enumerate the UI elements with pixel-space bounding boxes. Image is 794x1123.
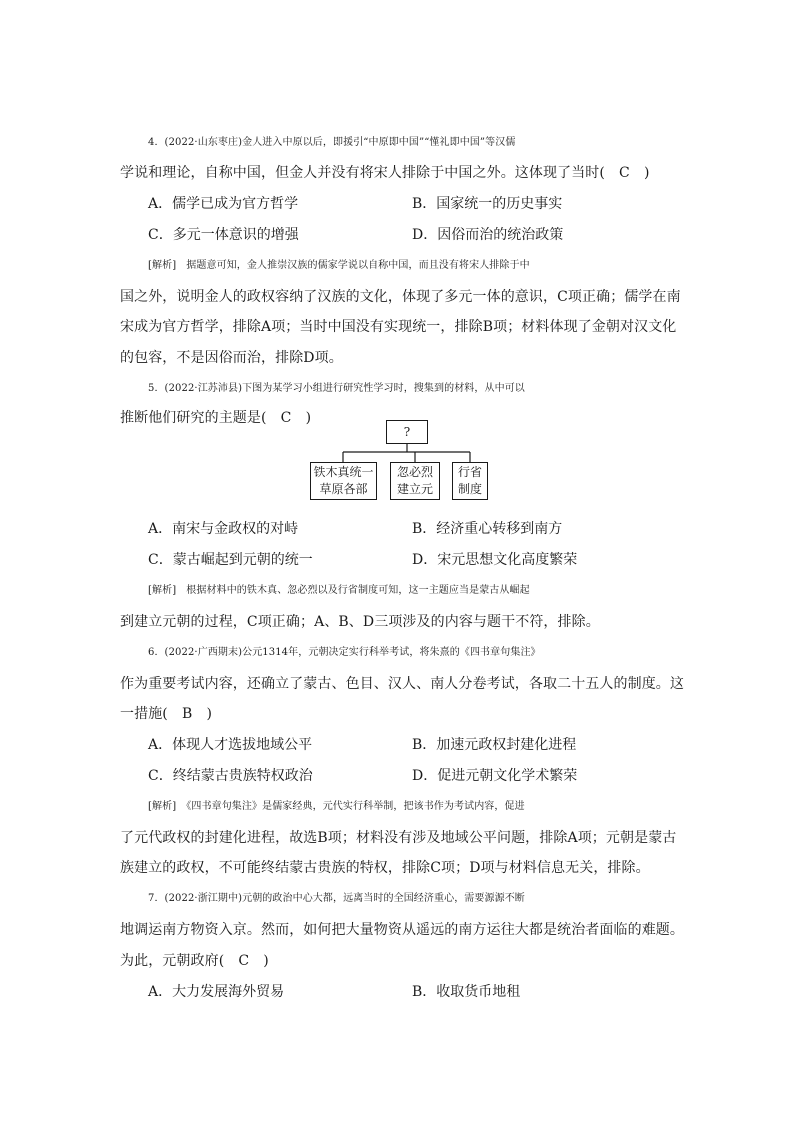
q6-analysis-line2: 了元代政权的封建化进程，故选B项；材料没有涉及地域公平问题，排除A项；元朝是蒙古 [120, 830, 677, 846]
box-kublai-line2: 建立元 [396, 482, 433, 496]
q7-option-a: A．大力发展海外贸易 [148, 984, 285, 1000]
q7-option-b: B．收取货币地租 [412, 984, 521, 1000]
q5-option-d: D．宋元思想文化高度繁荣 [412, 552, 578, 568]
q5-stem-line1: 5．(2022·江苏沛县)下图为某学习小组进行研究性学习时，搜集到的材料，从中可以 [148, 383, 525, 394]
q5-diagram [304, 418, 504, 508]
q5-stem-line2: 推断他们研究的主题是( C ) [120, 410, 312, 426]
box-province-line1: 行省 [457, 465, 482, 479]
q4-stem-line1: 4．(2022·山东枣庄)金人进入中原以后，即援引“中原即中国”“慬礼即中国”等汉儒 [148, 137, 516, 148]
q4-option-a: A．儒学已成为官方哲学 [148, 196, 299, 212]
q7-stem-line3: 为此，元朝政府( C ) [120, 953, 269, 969]
q6-analysis-line1: [解析] 《四书章句集注》是儒家经典，元代实行科举制，把该书作为考试内容，促进 [148, 801, 525, 812]
q6-option-a: A．体现人才选拔地域公平 [148, 737, 313, 753]
q7-stem-line2: 地调运南方物资入京。然而，如何把大量物资从遥远的南方运往大都是统治者面临的难题。 [120, 922, 684, 938]
q6-option-d: D．促进元朝文化学术繁荣 [412, 768, 578, 784]
diagram-box-province [452, 462, 488, 500]
q4-option-d: D．因俗而治的统治政策 [412, 227, 564, 243]
box-province-line2: 制度 [457, 482, 482, 496]
q4-analysis-line4: 的包容，不是因俗而治，排除D项。 [120, 350, 343, 366]
box-temujin-line2: 草原各部 [319, 482, 368, 496]
q4-analysis-line1: [解析] 据题意可知，金人推崇汉族的儒家学说以自称中国，而且没有将宋人排除于中 [148, 260, 530, 271]
q4-stem-line2: 学说和理论，自称中国，但金人并没有将宋人排除于中国之外。这体现了当时( C ) [120, 165, 650, 181]
q5-analysis-line2: 到建立元朝的过程，C项正确；A、B、D三项涉及的内容与题干不符，排除。 [120, 614, 600, 630]
q4-analysis-line3: 宋成为官方哲学，排除A项；当时中国没有实现统一，排除B项；材料体现了金朝对汉文化 [120, 319, 677, 335]
q7-stem-line1: 7．(2022·浙江期中)元朝的政治中心大都，远离当时的全国经济重心，需要源源不断 [148, 893, 525, 904]
q5-analysis-line1: [解析] 根据材料中的铁木真、忽必烈以及行省制度可知，这一主题应当是蒙古从崛起 [148, 585, 530, 596]
diagram-box-kublai [390, 462, 440, 500]
q5-option-c: C．蒙古崛起到元朝的统一 [148, 552, 313, 568]
q6-analysis-line3: 族建立的政权，不可能终结蒙古贵族的特权，排除C项；D项与材料信息无关，排除。 [120, 860, 650, 876]
box-temujin-line1: 铁木真统一 [313, 465, 374, 479]
q6-stem-line2: 作为重要考试内容，还确立了蒙古、色目、汉人、南人分卷考试，各取二十五人的制度。这 [120, 676, 684, 692]
q6-option-b: B．加速元政权封建化进程 [412, 737, 577, 753]
q5-option-a: A．南宋与金政权的对峙 [148, 521, 299, 537]
q6-stem-line1: 6．(2022·广西期末)公元1314年，元朝决定实行科举考试，将朱熹的《四书章句集注》 [148, 647, 541, 658]
diagram-box-temujin [310, 462, 377, 500]
q4-analysis-line2: 国之外，说明金人的政权容纳了汉族的文化，体现了多元一体的意识，C项正确；儒学在南 [120, 289, 681, 305]
q6-option-c: C．终结蒙古贵族特权政治 [148, 768, 313, 784]
diagram-box-topic: ? [386, 420, 428, 444]
q5-option-b: B．经济重心转移到南方 [412, 521, 563, 537]
q4-option-c: C．多元一体意识的增强 [148, 227, 299, 243]
q6-stem-line3: 一措施( B ) [120, 706, 213, 722]
q4-option-b: B．国家统一的历史事实 [412, 196, 563, 212]
box-kublai-line1: 忽必烈 [396, 465, 433, 479]
